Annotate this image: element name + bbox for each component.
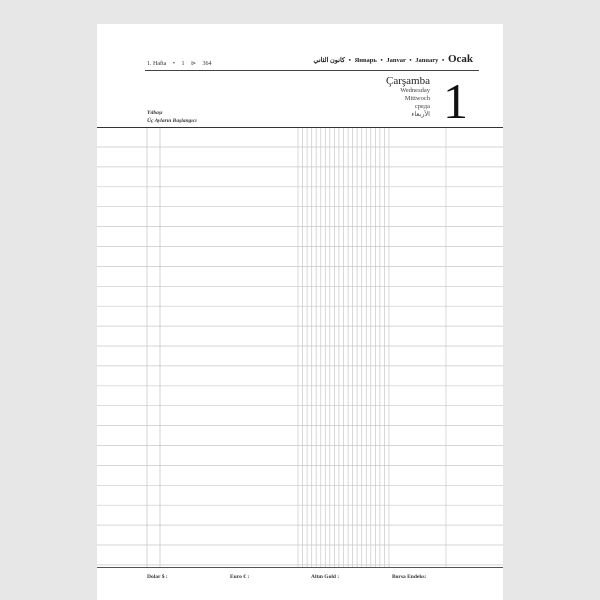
month-english: January [415,57,439,64]
holiday-line-2: Üç Ayların Başlangıcı [147,117,197,124]
month-turkish: Ocak [447,53,473,65]
day-name-german: Mittwoch [404,95,430,102]
day-number: 1 [443,73,468,129]
footer-rule [97,567,503,568]
bullet-icon: • [442,57,445,64]
day-name-arabic: الأربعاء [411,111,430,118]
bullet-icon: • [380,57,383,64]
stock-label: Borsa Endeks: [392,574,427,580]
day-name-english: Wednesday [400,87,430,94]
euro-label: Euro € : [230,574,250,580]
gold-label: Altın Gold : [311,574,340,580]
days-left: 364 [202,61,212,67]
bullet-icon: • [409,57,412,64]
arrow-icon: ⊳ [190,61,196,67]
month-arabic: كانون الثاني [313,57,346,64]
ruled-grid [97,24,503,600]
holiday-line-1: Yılbaşı [147,110,163,116]
bullet-icon: • [172,61,175,67]
week-label: 1. Hafta [147,61,167,67]
planner-page [97,24,503,600]
month-french: Janvar [386,57,406,64]
bullet-icon: • [348,57,351,64]
day-name-russian: среда [414,103,430,110]
day-name-turkish: Çarşamba [386,75,430,87]
month-russian: Январь [354,57,377,64]
dollar-label: Dolar $ : [147,574,168,580]
day-of-year: 1 [181,61,185,67]
